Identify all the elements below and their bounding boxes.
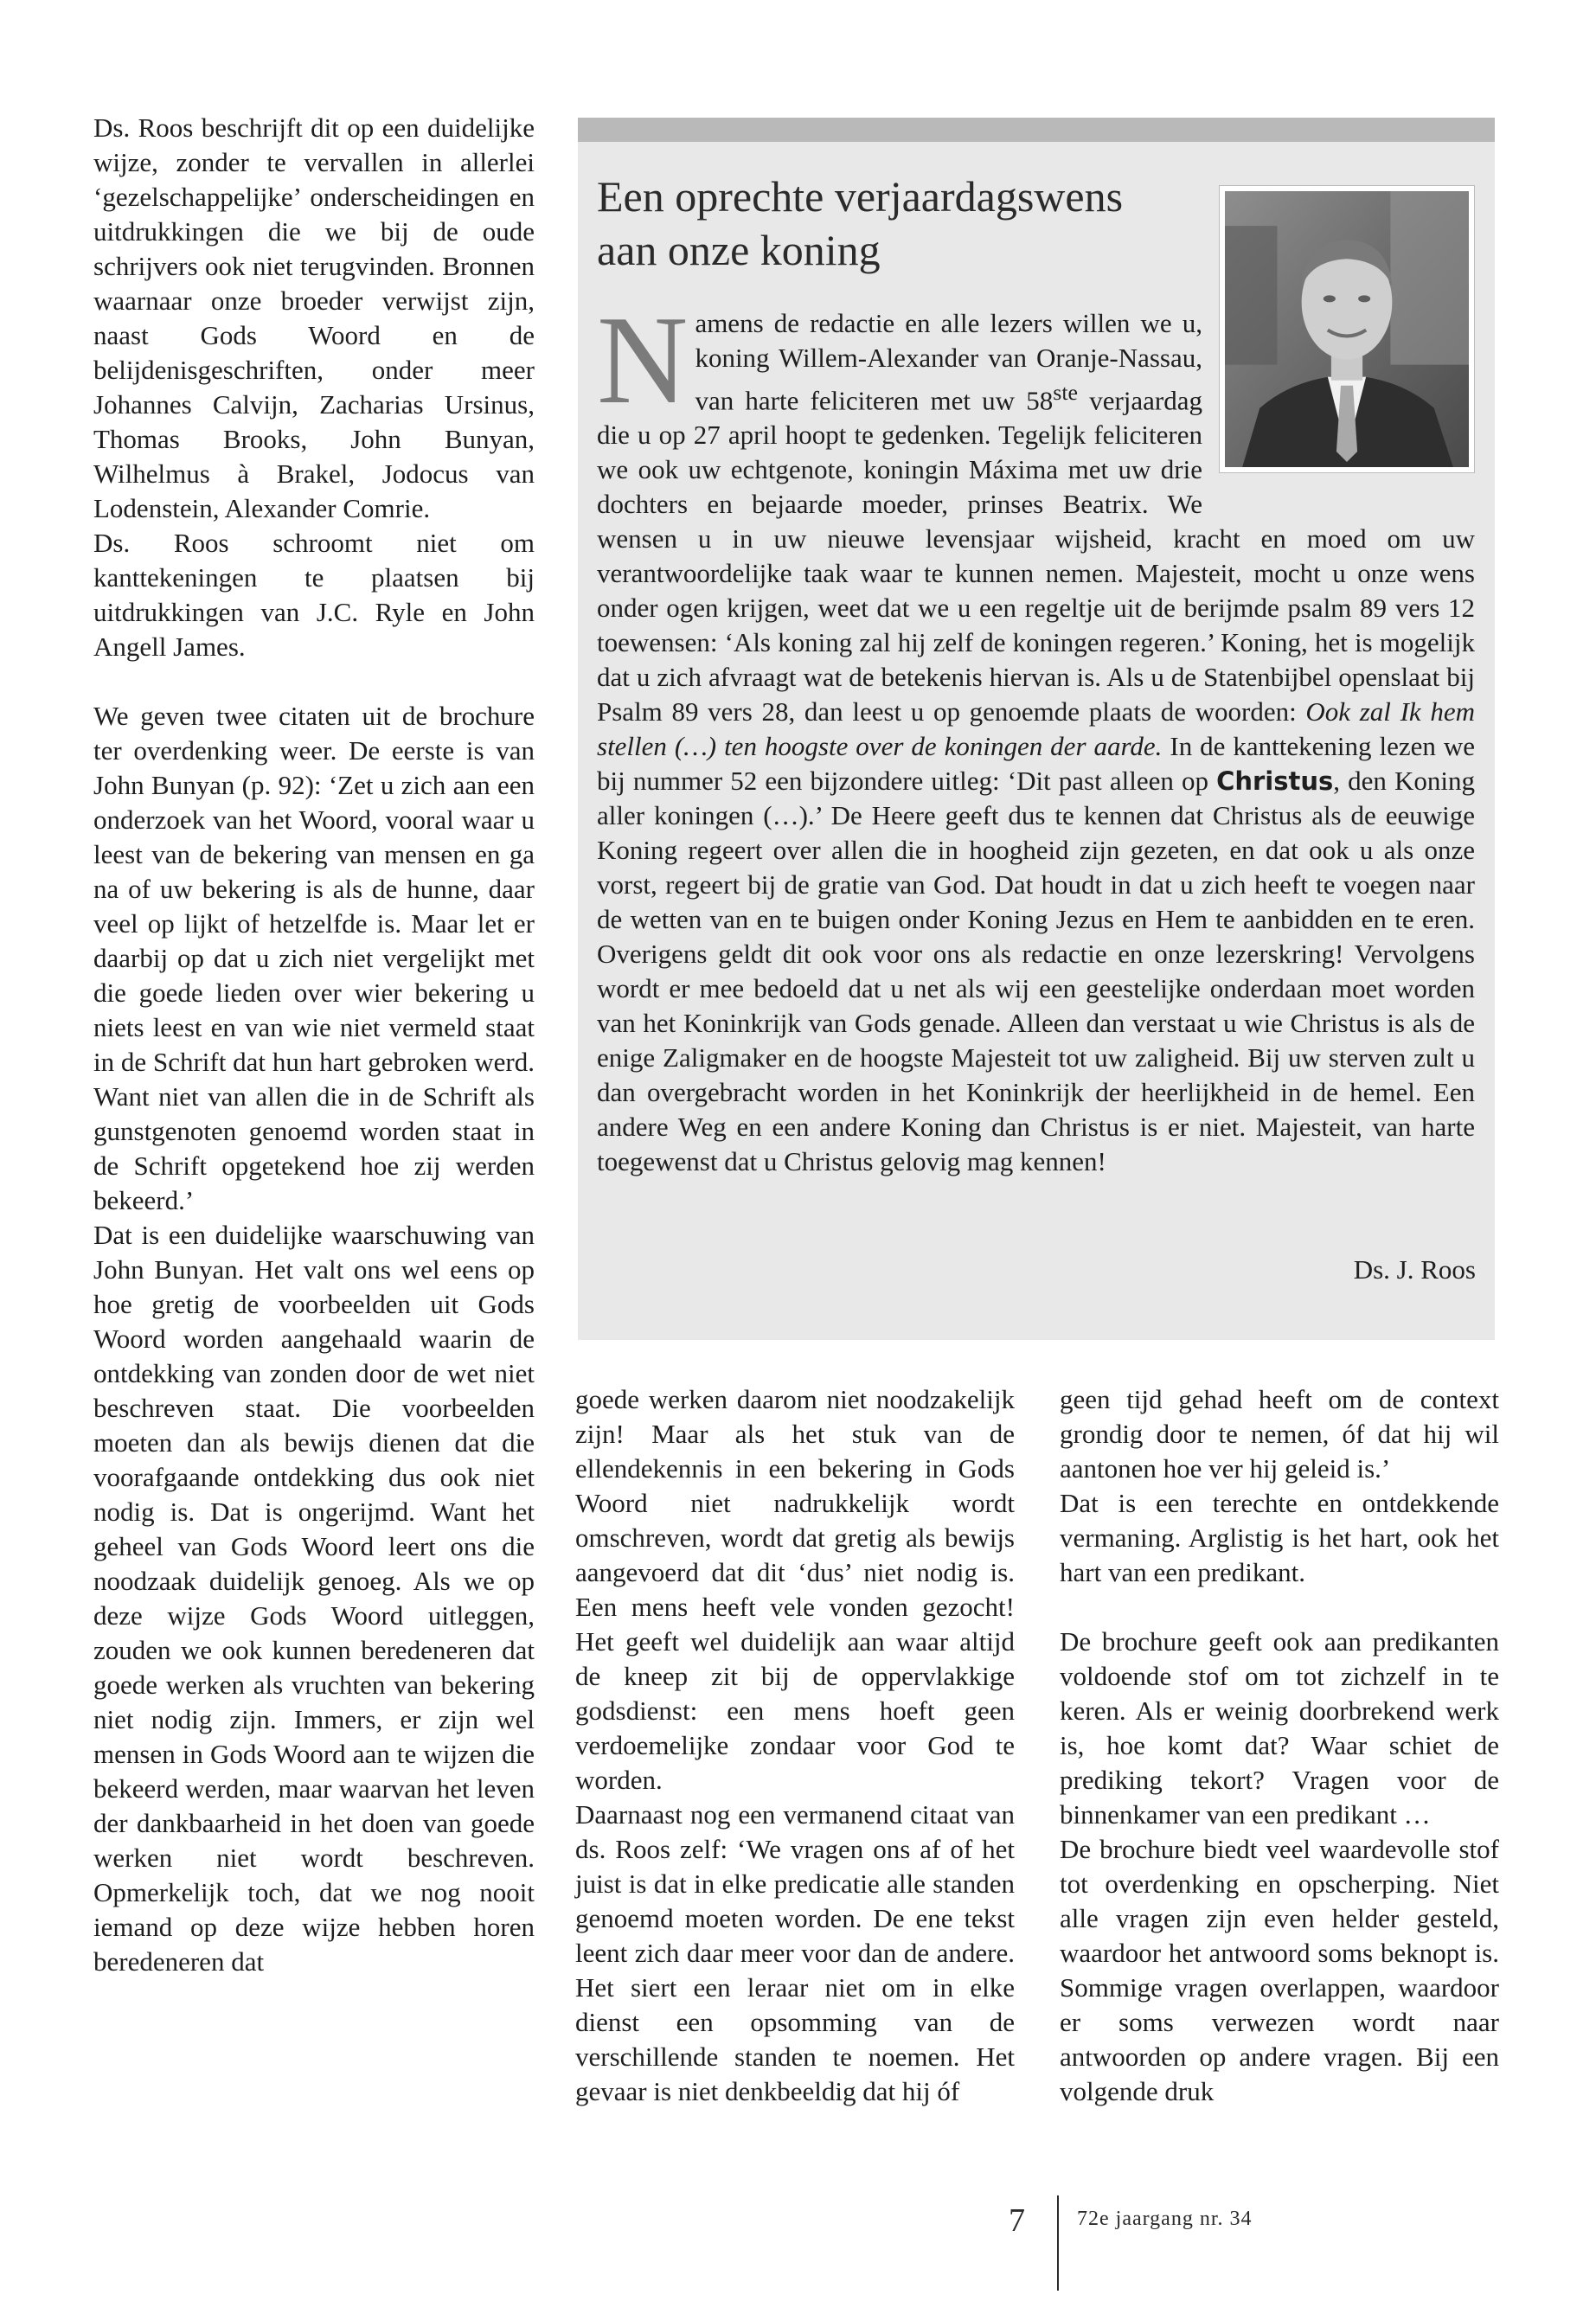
left-paragraph-4: Dat is een duidelijke waarschuwing van John Bunyan. Het valt ons wel eens op hoe gretig de voorbeelden uit Gods Woord worden aangehaald waarin de ontdekking van zonden door de wet niet beschreven staat. Die voorbeelden moeten dan als bewijs dienen dat die voorafgaande ontdekking dus ook niet nodig is. Dat is ongerijmd. Want het geheel van Gods Woord leert ons die noodzaak duidelijk genoeg. Als we op deze wijze Gods Woord uitleggen, zouden we ook kunnen beredeneren dat goede werken als vruchten van bekering niet nodig zijn. Immers, er zijn wel mensen in Gods Woord aan te wijzen die bekeerd werden, maar waarvan het leven der dankbaarheid in het doen van goede werken niet wordt beschreven. Opmerkelijk toch, dat we nog nooit iemand op deze wijze hebben horen beredeneren dat: [93, 1220, 535, 1977]
middle-paragraph-2: Daarnaast nog een vermanend citaat van ds. Roos zelf: ‘We vragen ons af of het juist is dat in elke predicatie alle standen genoemd moeten worden. De ene tekst leent zich daar meer voor dan de andere. Het siert een leraar niet om in elke dienst een opsomming van de verschillende standen te noemen. Het gevaar is niet denkbeeldig dat hij óf: [575, 1799, 1015, 2106]
box-body-text: [597, 290, 1476, 1179]
issue-label: 72e jaargang nr. 34: [1077, 2208, 1253, 2230]
middle-paragraph-1: goede werken daarom niet noodzakelijk zijn! Maar als het stuk van de ellendekennis in een bekering in Gods Woord niet nadrukkelijk wordt omschreven, wordt dat gretig als bewijs aangevoerd dat dit ‘dus’ niet nodig is. Een mens heeft vele vonden gezocht! Het geeft wel duidelijk aan waar altijd de kneep zit bij de oppervlakkige godsdienst: een mens hoeft geen verdoemelijke zondaar voor God te worden.: [575, 1384, 1015, 1795]
box-signature: Ds. J. Roos: [1353, 1254, 1476, 1285]
page-number: 7: [1009, 2202, 1025, 2239]
right-paragraph-3: De brochure geeft ook aan predikanten voldoende stof om tot zichzelf in te keren. Als er weinig doorbrekend werk is, hoe komt dat? Waar schiet de prediking tekort? Vragen voor de binnenkamer van een predikant …: [1060, 1626, 1499, 1830]
box-text-part-2: verjaardag die u op 27 april hoopt te gedenken. Tegelijk feliciteren we ook uw echtgenote, koningin Máxima met uw drie dochters en bejaarde moeder, prinses Beatrix. We wensen u in uw nieuwe levensjaar wijsheid, kracht en moed om uw verantwoordelijke taak waar te kunnen nemen. Majesteit, mocht u onze wens onder ogen krijgen, weet dat we u een regeltje uit de berijmde psalm 89 vers 12 toewensen: ‘Als koning zal hij zelf de koningen regeren.’ Koning, het is mogelijk dat u zich afvraagt wat de betekenis hiervan is. Als u de Statenbijbel openslaat bij Psalm 89 vers 28, dan leest u op genoemde plaats de woorden:: [597, 385, 1475, 727]
left-paragraph-3: We geven twee citaten uit de brochure ter overdenking weer. De eerste is van John Bunyan (p. 92): ‘Zet u zich aan een onderzoek van het Woord, vooral waar u leest van de bekering van mensen en ga na of uw bekering is als de hunne, daar veel op lijkt of hetzelfde is. Maar let er daarbij op dat u zich niet vergelijkt met die goede lieden over wier bekering u niets leest en van wie niet vermeld staat in de Schrift dat hun hart gebroken werd. Want niet van allen die in de Schrift als gunstgenoten genoemd worden staat in de Schrift opgetekend hoe zij werden bekeerd.’: [93, 701, 535, 1215]
scripture-quote: Ook zal Ik hem stellen (…) ten hoogste over de koningen der aarde.: [597, 696, 1476, 762]
right-paragraph-1: geen tijd gehad heeft om de context grondig door te nemen, óf dat hij wil aantonen hoe ver hij geleid is.’: [1060, 1384, 1499, 1484]
left-paragraph-2: Ds. Roos schroomt niet om kanttekeningen te plaatsen bij uitdrukkingen van J.C. Ryle en John Angell James.: [93, 528, 535, 662]
right-column: [1060, 1382, 1499, 2109]
emphasis-christus: Christus: [1216, 766, 1334, 797]
box-title: Een oprechte verjaardagswens aan onze koning: [597, 172, 1124, 274]
left-column: [93, 111, 535, 1979]
box-text-part-1: amens de redactie en alle lezers willen we u, koning Willem-Alexander van Oranje-Nassau, van harte feliciteren met uw 58: [695, 308, 1202, 416]
right-paragraph-2: Dat is een terechte en ontdekkende vermaning. Arglistig is het hart, ook het hart van een predikant.: [1060, 1488, 1499, 1587]
box-text-part-3: In de kanttekening lezen we bij nummer 52 een bijzondere uitleg: ‘Dit past alleen op: [597, 731, 1475, 797]
right-paragraph-4: De brochure biedt veel waardevolle stof tot overdenking en opscherping. Niet alle vragen zijn even helder gesteld, waardoor het antwoord soms beknopt is. Sommige vragen overlappen, waardoor er soms verwezen wordt naar antwoorden op andere vragen. Bij een volgende druk: [1060, 1834, 1499, 2106]
footer-divider: [1057, 2195, 1059, 2291]
middle-column: [575, 1382, 1015, 2109]
box-top-bar: [578, 118, 1495, 142]
box-text-part-4: , den Koning aller koningen (…).’ De Heere geeft dus te kennen dat Christus als de eeuwige Koning regeert over allen die in hoogheid zijn gezeten, en dat ook u als onze vorst, regeert bij de gratie van God. Dat houdt in dat u zich heeft te voegen naar de wetten van en te buigen onder Koning Jezus en Hem te aanbidden en te eren. Overigens geldt dit ook voor ons als redactie en onze lezerskring! Vervolgens wordt er mee bedoeld dat u net als wij een geestelijke onderdaan moet worden van het Koninkrijk van Gods genade. Alleen dan verstaat u wie Christus is als de enige Zaligmaker en de hoogste Majesteit tot uw zaligheid. Bij uw sterven zult u dan overgebracht worden in het Koninkrijk der heerlijkheid in de hemel. Een andere Weg en een andere Koning dan Christus is er niet. Majesteit, van harte toegewenst dat u Christus gelovig mag kennen!: [597, 766, 1475, 1177]
ordinal-superscript: ste: [1053, 380, 1078, 405]
drop-cap-letter: N: [597, 290, 689, 430]
birthday-wish-box: [578, 118, 1495, 1340]
left-paragraph-1: Ds. Roos beschrijft dit op een duidelijke wijze, zonder te vervallen in allerlei ‘gezelschappelijke’ onderscheidingen en uitdrukkingen die we bij de oude schrijvers ook niet terugvinden. Bronnen waarnaar onze broeder verwijst zijn, naast Gods Woord en de belijdenisgeschriften, onder meer Johannes Calvijn, Zacharias Ursinus, Thomas Brooks, John Bunyan, Wilhelmus à Brakel, Jodocus van Lodenstein, Alexander Comrie.: [93, 112, 535, 523]
